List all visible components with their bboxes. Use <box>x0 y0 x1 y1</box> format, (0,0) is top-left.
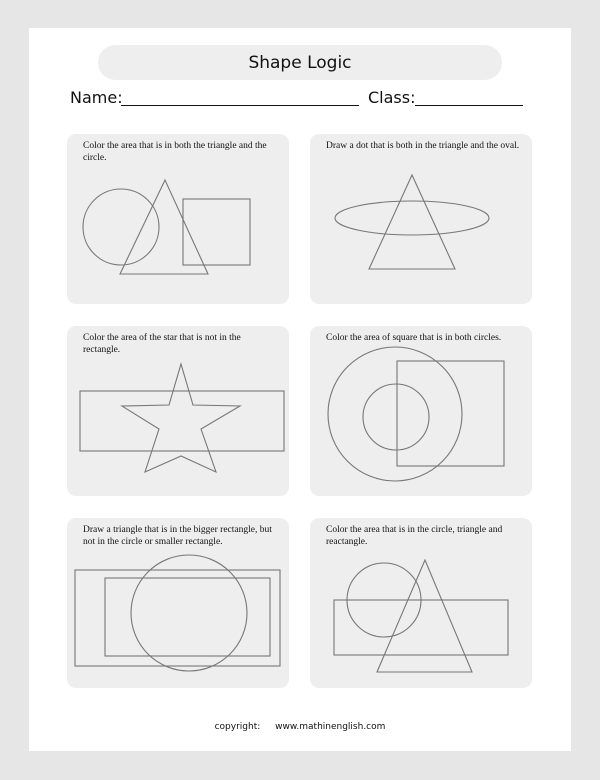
name-class-row <box>70 88 530 110</box>
question-text: Draw a triangle that is in the bigger rectangle, but not in the circle or smaller rectangle. <box>83 525 272 547</box>
small-circle-shape <box>363 384 429 450</box>
question-figure <box>67 326 289 496</box>
title-text: Shape Logic <box>248 52 352 73</box>
big-circle-shape <box>328 347 462 481</box>
question-figure <box>67 134 289 304</box>
question-card-1[interactable] <box>67 134 289 304</box>
website-link[interactable]: www.mathinenglish.com <box>275 722 386 732</box>
question-card-2[interactable] <box>310 134 532 304</box>
question-card-4[interactable] <box>310 326 532 496</box>
question-card-5[interactable] <box>67 518 289 688</box>
question-text: Draw a dot that is both in the triangle and the oval. <box>326 141 520 151</box>
question-text: Color the area of the star that is not in the rectangle. <box>83 333 241 355</box>
triangle-shape <box>120 180 208 274</box>
class-line[interactable] <box>415 105 523 106</box>
rectangle-shape <box>80 391 284 451</box>
question-figure <box>310 134 532 304</box>
circle-shape <box>131 555 247 671</box>
triangle-shape <box>369 175 455 269</box>
circle-shape <box>83 189 159 265</box>
copyright-label: copyright: <box>214 722 261 732</box>
rectangle-shape <box>334 600 508 655</box>
class-label: Class: <box>368 88 416 107</box>
question-text: Color the area that is in both the triangle and the circle. <box>83 141 267 163</box>
footer <box>0 722 600 732</box>
question-figure <box>310 518 532 688</box>
smaller-rectangle-shape <box>105 578 270 656</box>
question-card-6[interactable] <box>310 518 532 688</box>
question-text: Color the area of square that is in both circles. <box>326 333 502 343</box>
square-shape <box>183 199 250 265</box>
bigger-rectangle-shape <box>75 570 280 666</box>
name-line[interactable] <box>121 105 359 106</box>
star-shape <box>122 364 240 472</box>
question-figure <box>67 518 289 688</box>
oval-shape <box>335 201 489 235</box>
question-text: Color the area that is in the circle, triangle and reactangle. <box>326 525 503 547</box>
name-label: Name: <box>70 88 123 107</box>
worksheet-title <box>98 45 502 80</box>
question-figure <box>310 326 532 496</box>
question-card-3[interactable] <box>67 326 289 496</box>
